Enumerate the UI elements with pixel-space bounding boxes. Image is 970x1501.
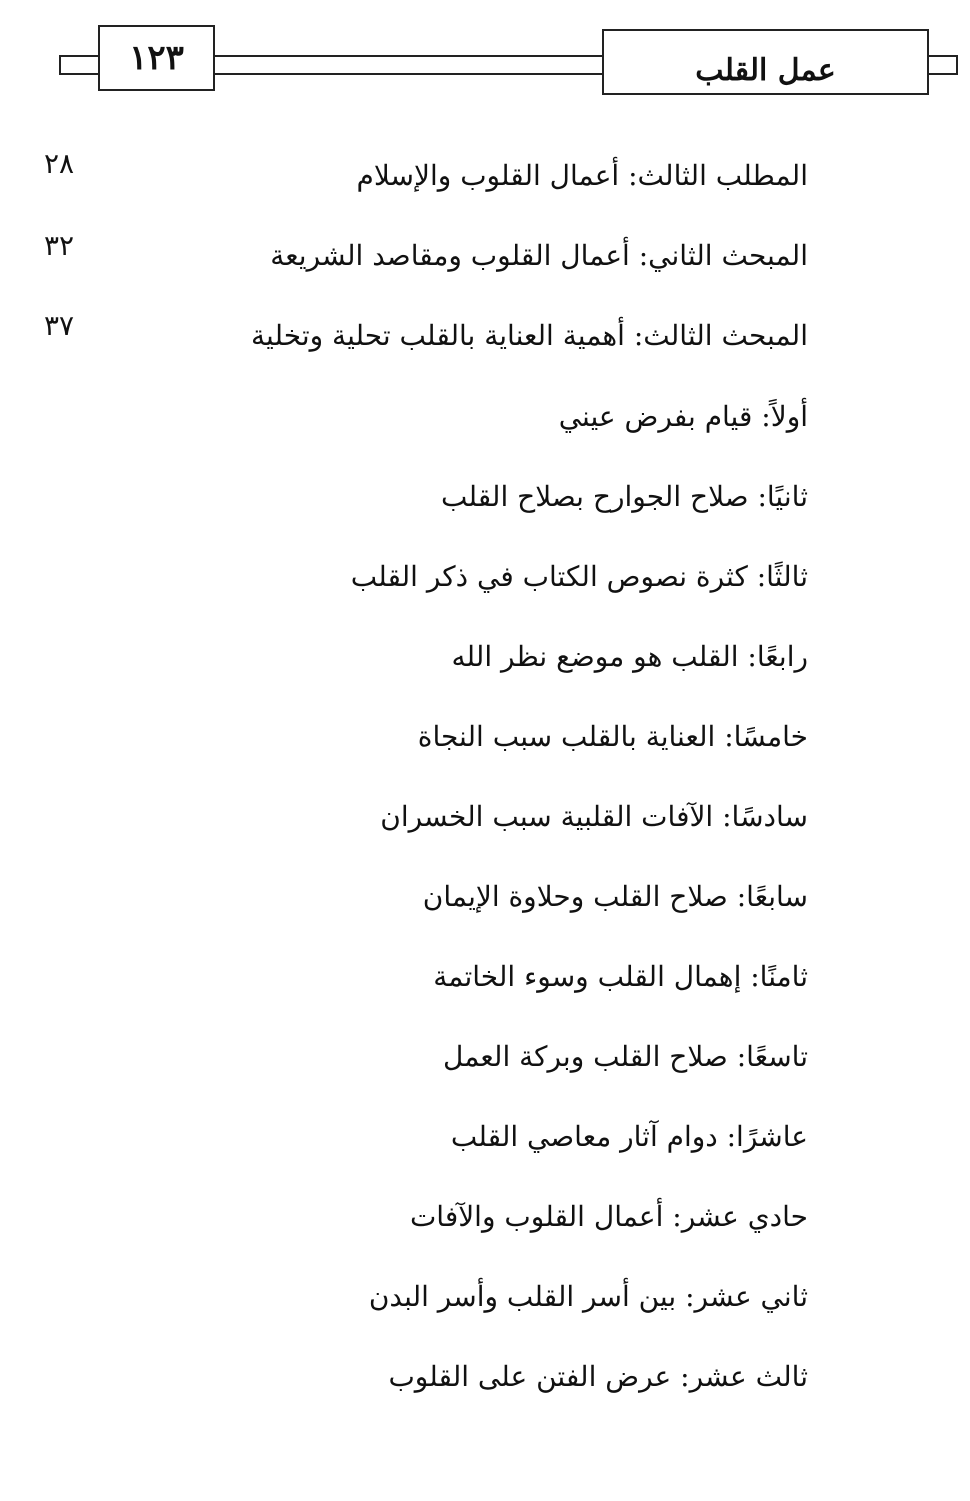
toc-entry-title: المطلب الثالث: أعمال القلوب والإسلام <box>356 159 808 192</box>
toc-entry-title: رابعًا: القلب هو موضع نظر الله <box>451 640 808 673</box>
running-title: عمل القلب <box>602 29 929 95</box>
toc-entry-title: حادي عشر: أعمال القلوب والآفات <box>409 1200 808 1233</box>
toc-entry-title: خامسًا: العناية بالقلب سبب النجاة <box>417 720 808 753</box>
header-frame-left-edge <box>59 55 61 75</box>
toc-entry-title: ثالث عشر: عرض الفتن على القلوب <box>388 1360 808 1393</box>
toc-entry-page: ٣٢ <box>43 229 75 262</box>
toc-entry-title: المبحث الثاني: أعمال القلوب ومقاصد الشريعة <box>270 239 808 272</box>
header-frame-right-top <box>928 55 958 57</box>
header-frame-center-bottom <box>214 73 603 75</box>
toc-entry-title: ثاني عشر: بين أسر القلب وأسر البدن <box>368 1280 808 1313</box>
header-frame-right-bottom <box>928 73 958 75</box>
header-frame-left-bottom <box>59 73 99 75</box>
toc-entry-title: ثانيًا: صلاح الجوارح بصلاح القلب <box>440 480 808 513</box>
toc-entry-title: سابعًا: صلاح القلب وحلاوة الإيمان <box>422 880 808 913</box>
page-number: ١٢٣ <box>98 25 215 91</box>
toc-entry-title: عاشرًا: دوام آثار معاصي القلب <box>450 1120 808 1153</box>
toc-entry-title: ثامنًا: إهمال القلب وسوء الخاتمة <box>433 960 808 993</box>
toc-entry-page: ٣٧ <box>43 309 75 342</box>
header-frame-left-top <box>59 55 99 57</box>
header-frame-center-top <box>214 55 603 57</box>
toc-entry-title: ثالثًا: كثرة نصوص الكتاب في ذكر القلب <box>350 560 808 593</box>
header-frame-right-edge <box>956 55 958 75</box>
toc-entry-title: سادسًا: الآفات القلبية سبب الخسران <box>380 800 808 833</box>
toc-entry-title: تاسعًا: صلاح القلب وبركة العمل <box>443 1040 808 1073</box>
toc-entry-title: المبحث الثالث: أهمية العناية بالقلب تحلية وتخلية <box>251 319 808 352</box>
toc-entry-page: ٢٨ <box>43 147 75 180</box>
toc-entry-title: أولاً: قيام بفرض عيني <box>558 400 808 433</box>
